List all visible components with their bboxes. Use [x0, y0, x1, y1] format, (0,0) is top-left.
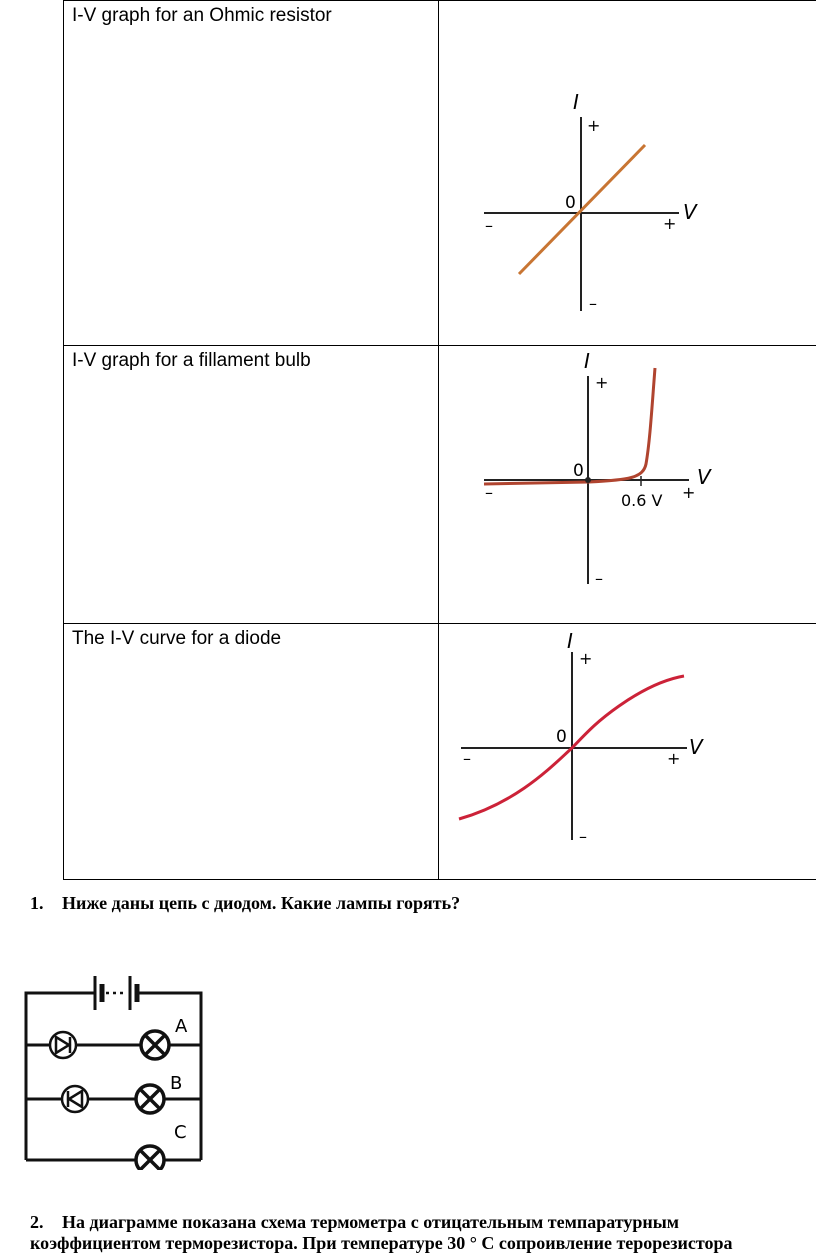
question-number: 1. — [30, 893, 44, 913]
graph-cell — [439, 346, 816, 624]
bulb-iv-graph — [439, 346, 816, 618]
plus-label: + — [663, 214, 677, 233]
lamp-c-label: C — [174, 1122, 187, 1143]
origin-label: 0 — [556, 727, 567, 747]
origin-label: 0 — [565, 193, 576, 213]
v-axis-label: V — [683, 200, 697, 224]
plus-label: + — [667, 749, 681, 768]
question-text-line-2: коэффициентом терморезистора. При температуре 30 ° С сопроивление терорезистора — [30, 1233, 733, 1253]
iv-graph-table — [63, 0, 816, 880]
v-axis-label: V — [697, 465, 711, 489]
diode-forward-symbol — [50, 1032, 76, 1058]
diode-reverse-symbol — [62, 1086, 88, 1112]
question-1 — [30, 893, 460, 914]
diode-iv-graph — [439, 624, 816, 874]
lamp-b-label: B — [170, 1073, 183, 1094]
question-number: 2. — [30, 1212, 44, 1232]
row-label-cell — [64, 1, 439, 346]
graph-cell — [439, 1, 816, 346]
i-axis-label: I — [567, 629, 573, 653]
table-row — [64, 1, 816, 346]
lamp-a-label: A — [175, 1016, 188, 1037]
bulb-curve — [484, 368, 655, 484]
row-label-cell — [64, 624, 439, 880]
v-axis-label: V — [689, 735, 703, 759]
ohmic-iv-graph — [439, 1, 816, 340]
question-text: Ниже даны цепь с диодом. Какие лампы горять? — [62, 893, 461, 913]
row-label: I-V graph for an Ohmic resistor — [72, 5, 332, 26]
minus-label: – — [463, 749, 471, 768]
battery-symbol — [95, 976, 137, 1010]
graph-cell — [439, 624, 816, 880]
lamp-b-symbol — [136, 1085, 164, 1113]
diode-circuit-diagram — [18, 960, 218, 1170]
row-label: I-V graph for a fillament bulb — [72, 350, 311, 371]
minus-label: – — [579, 827, 587, 846]
plus-label: + — [579, 649, 593, 668]
i-axis-label: I — [573, 90, 579, 114]
plus-label: + — [587, 116, 601, 135]
row-label: The I-V curve for a diode — [72, 628, 282, 649]
lamp-a-symbol — [141, 1031, 169, 1059]
table-row — [64, 624, 816, 880]
minus-label: – — [485, 483, 493, 502]
minus-label: – — [595, 569, 603, 588]
origin-label: 0 — [573, 461, 584, 481]
voltage-marker-label: 0.6 V — [621, 491, 663, 510]
table-row — [64, 346, 816, 624]
plus-label: + — [595, 373, 609, 392]
i-axis-label: I — [584, 349, 590, 373]
lamp-c-symbol — [136, 1146, 164, 1170]
row-label-cell — [64, 346, 439, 624]
origin-dot — [585, 477, 591, 483]
minus-label: – — [485, 216, 493, 235]
plus-label: + — [682, 483, 696, 502]
minus-label: – — [589, 294, 597, 313]
question-2 — [30, 1212, 816, 1254]
question-text-line-1: На диаграмме показана схема термометра с отицательным тeмпаратурным — [62, 1212, 680, 1232]
